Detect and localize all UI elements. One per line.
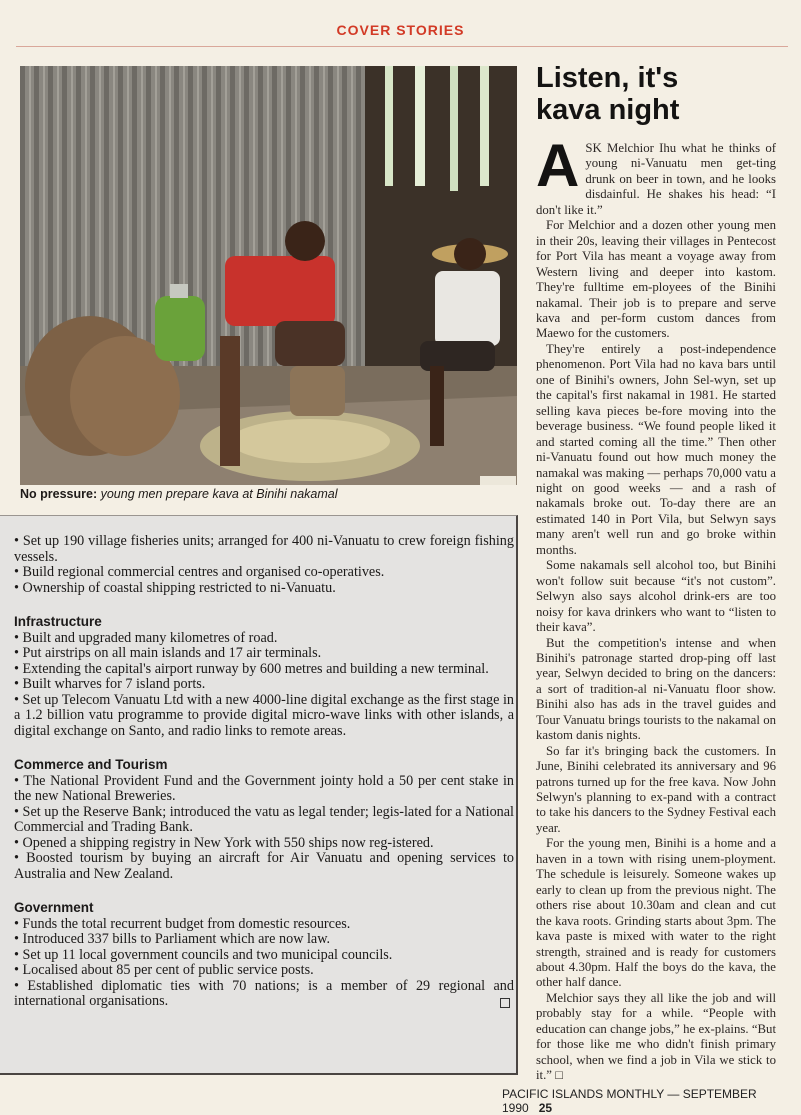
header-rule — [16, 46, 788, 47]
article-body — [536, 132, 776, 1084]
kava-photo — [20, 66, 517, 485]
list-item: • Introduced 337 bills to Parliament which are now law. — [14, 931, 331, 947]
article-paragraph: For Melchior and a dozen other young men in their 20s, leaving their villages in Pentecost for Port Vila has meant a voyage away from Western living and deeper into kastom. They're fulltime em-ployees of the Binihi nakamal. Their job is to prepare and serve kava and per-form custom dances from Maewo for the customers. — [536, 218, 776, 341]
list-item — [14, 979, 514, 1010]
article-title-line: Listen, it's — [536, 62, 679, 94]
page-number: 25 — [538, 1101, 553, 1115]
section-title-infrastructure: Infrastructure — [14, 614, 102, 629]
article-paragraph: Some nakamals sell alcohol too, but Binihi won't follow suit because “it's not custom”. Selwyn also says alcohol drink-ers are too noisy for kava drinkers who want to “listen to their kava”. — [536, 558, 776, 635]
list-item: • The National Provident Fund and the Government jointy hold a 50 per cent stake in the new National Breweries. — [14, 772, 514, 804]
article-paragraph: They're entirely a post-independence phenomenon. Port Vila had no kava bars until one of Binihi's owners, John Sel-wyn, set up the capital's first nakamal in 1981. He started selling kava pieces be-fore moving into the beverage business. “We found people liked it and started coming all the time.” Then other ni-Vanuatu found out how much money the namakal was making — perhaps 70,000 vatu a night on good weeks — and a rash of nakamals broke out. To-day there are an estimated 140 in Port Vila, but Selwyn says many aren't well run and go broke within months. — [536, 341, 776, 557]
list-item: • Set up Telecom Vanuatu Ltd with a new 4000-line digital exchange as the first stage in a 1.2 billion vatu programme to provide digital micro-wave links with other islands, a digital exchange on Santo, and radio links to remote areas. — [14, 691, 514, 739]
list-item: • Set up the Reserve Bank; introduced the vatu as legal tender; legis-lated for a National Commercial and Trading Bank. — [14, 803, 514, 835]
article-title — [536, 62, 796, 126]
list-item: • Opened a shipping registry in New York with 550 ships now reg-istered. — [14, 834, 434, 851]
drop-cap: A — [536, 132, 580, 199]
list-item: • Build regional commercial centres and organised co-operatives. — [14, 564, 385, 580]
list-item: • Built and upgraded many kilometres of road. — [14, 629, 278, 646]
list-item: • Put airstrips on all main islands and 17 air terminals. — [14, 645, 322, 661]
list-item: • Extending the capital's airport runway by 600 metres and building a new terminal. — [14, 660, 489, 677]
list-item: • Set up 190 village fisheries units; arranged for 400 ni-Vanuatu to crew foreign fishing vessels. — [14, 533, 514, 565]
list-item: • Funds the total recurrent budget from domestic resources. — [14, 915, 351, 932]
list-item-text: • Established diplomatic ties with 70 nations; is a member of 29 regional and international organisations. — [14, 977, 514, 1009]
page-footer — [502, 1087, 792, 1115]
article-paragraph — [536, 132, 776, 218]
achievements-box — [0, 515, 518, 1075]
achievements-list — [14, 534, 514, 1010]
end-mark-icon — [500, 998, 510, 1008]
magazine-issue: PACIFIC ISLANDS MONTHLY — SEPTEMBER 1990 — [502, 1087, 757, 1115]
section-header: COVER STORIES — [336, 22, 465, 38]
article-title-line: kava night — [536, 94, 680, 126]
list-item: • Boosted tourism by buying an aircraft for Air Vanuatu and opening services to Australia and New Zealand. — [14, 850, 514, 882]
article-paragraph-text: SK Melchior Ihu what he thinks of young ni-Vanuatu men get-ting drunk on beer in town, and he looks disdainful. He shakes his head: “I don't like it.” — [536, 141, 776, 217]
list-item: • Built wharves for 7 island ports. — [14, 676, 206, 692]
photo-caption — [20, 487, 517, 501]
caption-text: young men prepare kava at Binihi nakamal — [97, 487, 338, 501]
section-title-government: Government — [14, 900, 94, 915]
list-item: • Set up 11 local government councils and two municipal councils. — [14, 946, 393, 963]
list-item: • Ownership of coastal shipping restricted to ni-Vanuatu. — [14, 579, 336, 596]
article-paragraph: But the competition's intense and when Binihi's patronage started drop-ping off last year, Selwyn decided to bring on the dancers: a sort of tradition-al ni-Vanuatu floor show. Binihi also has ads in the travel guides and Tour Vanuatu brings tourists to the nakamal on kastom danis nights. — [536, 635, 776, 743]
section-title-commerce: Commerce and Tourism — [14, 757, 168, 772]
list-item: • Localised about 85 per cent of public service posts. — [14, 962, 314, 978]
article-paragraph: Melchior says they all like the job and will probably stay for a while. “People with education can change jobs,” he ex-plains. “But for those like me who didn't finish primary school, when we find a job in Vila we stick to it.” □ — [536, 990, 776, 1083]
article-paragraph: For the young men, Binihi is a home and a haven in a town with rising unem-ployment. The schedule is leisurely. Someone wakes up early to clean up from the previous night. The others rise about 10.30am and clean and cut the kava roots. Grinding starts about 3pm. The kava paste is mixed with water to the right strength, strained and is ready for customers about 4.30pm. Half the boys do the kava, the other half dance. — [536, 836, 776, 990]
caption-lead: No pressure: — [20, 487, 98, 501]
article-paragraph: So far it's bringing back the customers. In June, Binihi celebrated its anniversary and 96 patrons turned up for the free kava. Now John Selwyn's planning to ex-pand with a contract to take his dancers to the Sydney Festival each year. — [536, 743, 776, 835]
